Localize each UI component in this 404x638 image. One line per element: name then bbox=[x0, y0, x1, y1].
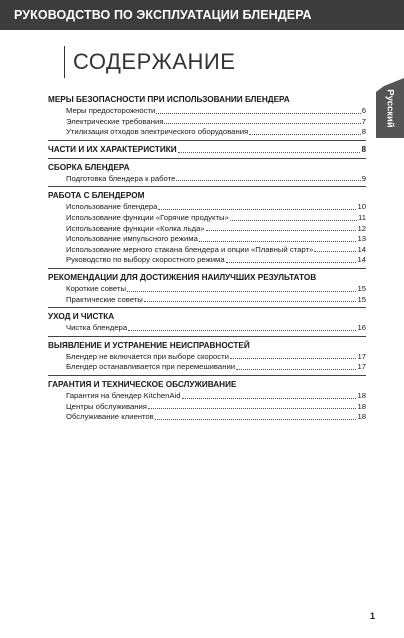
toc-section-heading-label: СБОРКА БЛЕНДЕРА bbox=[48, 162, 130, 172]
toc-page-number: 15 bbox=[357, 283, 366, 293]
toc-leader-dots bbox=[230, 358, 357, 359]
toc-section bbox=[48, 375, 366, 423]
toc-entry[interactable] bbox=[48, 402, 366, 413]
language-tab-text bbox=[376, 78, 404, 138]
toc-section-heading-label: РАБОТА С БЛЕНДЕРОМ bbox=[48, 191, 145, 201]
toc-leader-dots bbox=[158, 209, 356, 210]
manual-title: РУКОВОДСТВО ПО ЭКСПЛУАТАЦИИ БЛЕНДЕРА bbox=[14, 8, 312, 22]
toc-entry[interactable] bbox=[48, 245, 366, 256]
toc-page-number: 17 bbox=[357, 351, 366, 361]
toc-leader-dots bbox=[182, 398, 357, 399]
toc-section bbox=[48, 92, 366, 138]
toc-leader-dots bbox=[249, 134, 361, 135]
toc-section-heading[interactable] bbox=[48, 270, 366, 284]
toc-entry-label: Практические советы bbox=[66, 294, 143, 304]
toc-entry-label: Блендер останавливается при перемешивании bbox=[66, 362, 236, 372]
toc-entry[interactable] bbox=[48, 323, 366, 334]
toc-section bbox=[48, 140, 366, 156]
toc-leader-dots bbox=[178, 144, 361, 153]
toc-section-heading[interactable] bbox=[48, 377, 366, 391]
toc-section bbox=[48, 268, 366, 305]
toc-leader-dots bbox=[226, 262, 357, 263]
toc-section-heading[interactable] bbox=[48, 142, 366, 156]
toc-entry-label: Гарантия на блендер KitchenAid bbox=[66, 390, 181, 400]
toc-section bbox=[48, 186, 366, 266]
language-label: Русский bbox=[384, 88, 396, 128]
toc-leader-dots bbox=[314, 251, 356, 252]
toc-page-number: 17 bbox=[357, 362, 366, 372]
toc-entry[interactable] bbox=[48, 295, 366, 306]
toc-leader-dots bbox=[155, 419, 357, 420]
page-number: 1 bbox=[370, 611, 376, 621]
toc-entry-label: Меры предосторожности bbox=[66, 106, 156, 115]
toc-entry[interactable] bbox=[48, 284, 366, 295]
toc-leader-dots bbox=[164, 123, 360, 124]
toc-page-number: 7 bbox=[361, 116, 366, 126]
toc-leader-dots bbox=[127, 291, 356, 292]
toc-entry-label: Утилизация отходов электрического оборудования bbox=[66, 127, 249, 137]
toc-leader-dots bbox=[156, 113, 360, 114]
toc-leader-dots bbox=[176, 180, 360, 181]
toc-entry-label: Центры обслуживания bbox=[66, 401, 147, 411]
toc-leader-dots bbox=[206, 230, 357, 231]
toc-entry-label: Подготовка блендера к работе bbox=[66, 173, 176, 183]
toc-entry[interactable] bbox=[48, 391, 366, 402]
toc-entry[interactable] bbox=[48, 224, 366, 235]
toc-entry-label: Руководство по выбору скоростного режима bbox=[66, 255, 225, 265]
toc-section-heading[interactable] bbox=[48, 188, 366, 202]
toc-page-number: 13 bbox=[357, 234, 366, 244]
toc-page-number: 16 bbox=[357, 323, 366, 333]
toc-section-heading-label: ЧАСТИ И ИХ ХАРАКТЕРИСТИКИ bbox=[48, 144, 177, 154]
toc-section-heading[interactable] bbox=[48, 338, 366, 352]
toc-page-number: 14 bbox=[357, 255, 366, 265]
table-of-contents bbox=[48, 92, 366, 423]
page-title: СОДЕРЖАНИЕ bbox=[73, 49, 236, 74]
toc-entry[interactable] bbox=[48, 117, 366, 128]
toc-entry[interactable] bbox=[48, 352, 366, 363]
toc-entry-label: Чистка блендера bbox=[66, 323, 128, 333]
toc-leader-dots bbox=[128, 330, 356, 331]
toc-page-number: 8 bbox=[361, 127, 366, 137]
toc-page-number: 12 bbox=[357, 223, 366, 233]
toc-section-heading-label: ВЫЯВЛЕНИЕ И УСТРАНЕНИЕ НЕИСПРАВНОСТЕЙ bbox=[48, 340, 250, 350]
toc-section bbox=[48, 307, 366, 334]
toc-entry-label: Обслуживание клиентов bbox=[66, 412, 154, 422]
toc-page-number: 14 bbox=[357, 244, 366, 254]
toc-page-number: 11 bbox=[358, 212, 366, 222]
toc-section-heading[interactable] bbox=[48, 160, 366, 174]
manual-header bbox=[0, 0, 404, 30]
toc-entry-label: Блендер не включается при выборе скорости bbox=[66, 351, 229, 361]
toc-entry[interactable] bbox=[48, 213, 366, 224]
toc-entry[interactable] bbox=[48, 106, 366, 117]
toc-page-number: 8 bbox=[361, 144, 366, 154]
toc-page-number: 6 bbox=[361, 106, 366, 115]
toc-entry-label: Короткие советы bbox=[66, 283, 126, 293]
toc-page-number: 9 bbox=[361, 173, 366, 183]
toc-leader-dots bbox=[230, 220, 357, 221]
toc-entry-label: Использование функции «Колка льда» bbox=[66, 223, 205, 233]
title-block bbox=[64, 46, 235, 78]
toc-entry-label: Использование блендера bbox=[66, 202, 158, 212]
toc-leader-dots bbox=[144, 301, 357, 302]
toc-entry-label: Использование импульсного режима bbox=[66, 234, 198, 244]
toc-page-number: 18 bbox=[357, 390, 366, 400]
toc-leader-dots bbox=[236, 369, 356, 370]
toc-section bbox=[48, 336, 366, 373]
toc-entry-label: Электрические требования bbox=[66, 116, 164, 126]
toc-section bbox=[48, 158, 366, 185]
toc-page-number: 15 bbox=[357, 294, 366, 304]
toc-page-number: 18 bbox=[357, 401, 366, 411]
toc-entry[interactable] bbox=[48, 412, 366, 423]
toc-section-heading[interactable] bbox=[48, 92, 366, 106]
toc-entry-label: Использование функции «Горячие продукты» bbox=[66, 212, 229, 222]
toc-entry-label: Использование мерного стакана блендера и опции «Плавный старт» bbox=[66, 244, 314, 254]
toc-section-heading[interactable] bbox=[48, 309, 366, 323]
toc-entry[interactable] bbox=[48, 202, 366, 213]
toc-section-heading-label: УХОД И ЧИСТКА bbox=[48, 312, 115, 322]
toc-entry[interactable] bbox=[48, 174, 366, 185]
toc-page-number: 18 bbox=[357, 412, 366, 422]
toc-page-number: 10 bbox=[357, 202, 366, 212]
toc-leader-dots bbox=[148, 408, 357, 409]
toc-entry[interactable] bbox=[48, 234, 366, 245]
toc-entry[interactable] bbox=[48, 255, 366, 266]
toc-leader-dots bbox=[199, 241, 357, 242]
toc-entry[interactable] bbox=[48, 127, 366, 138]
toc-entry[interactable] bbox=[48, 362, 366, 373]
toc-section-heading-label: РЕКОМЕНДАЦИИ ДЛЯ ДОСТИЖЕНИЯ НАИЛУЧШИХ РЕЗУЛЬТАТОВ bbox=[48, 272, 317, 282]
toc-section-heading-label: МЕРЫ БЕЗОПАСНОСТИ ПРИ ИСПОЛЬЗОВАНИИ БЛЕНДЕРА bbox=[48, 95, 290, 104]
toc-section-heading-label: ГАРАНТИЯ И ТЕХНИЧЕСКОЕ ОБСЛУЖИВАНИЕ bbox=[48, 379, 237, 389]
